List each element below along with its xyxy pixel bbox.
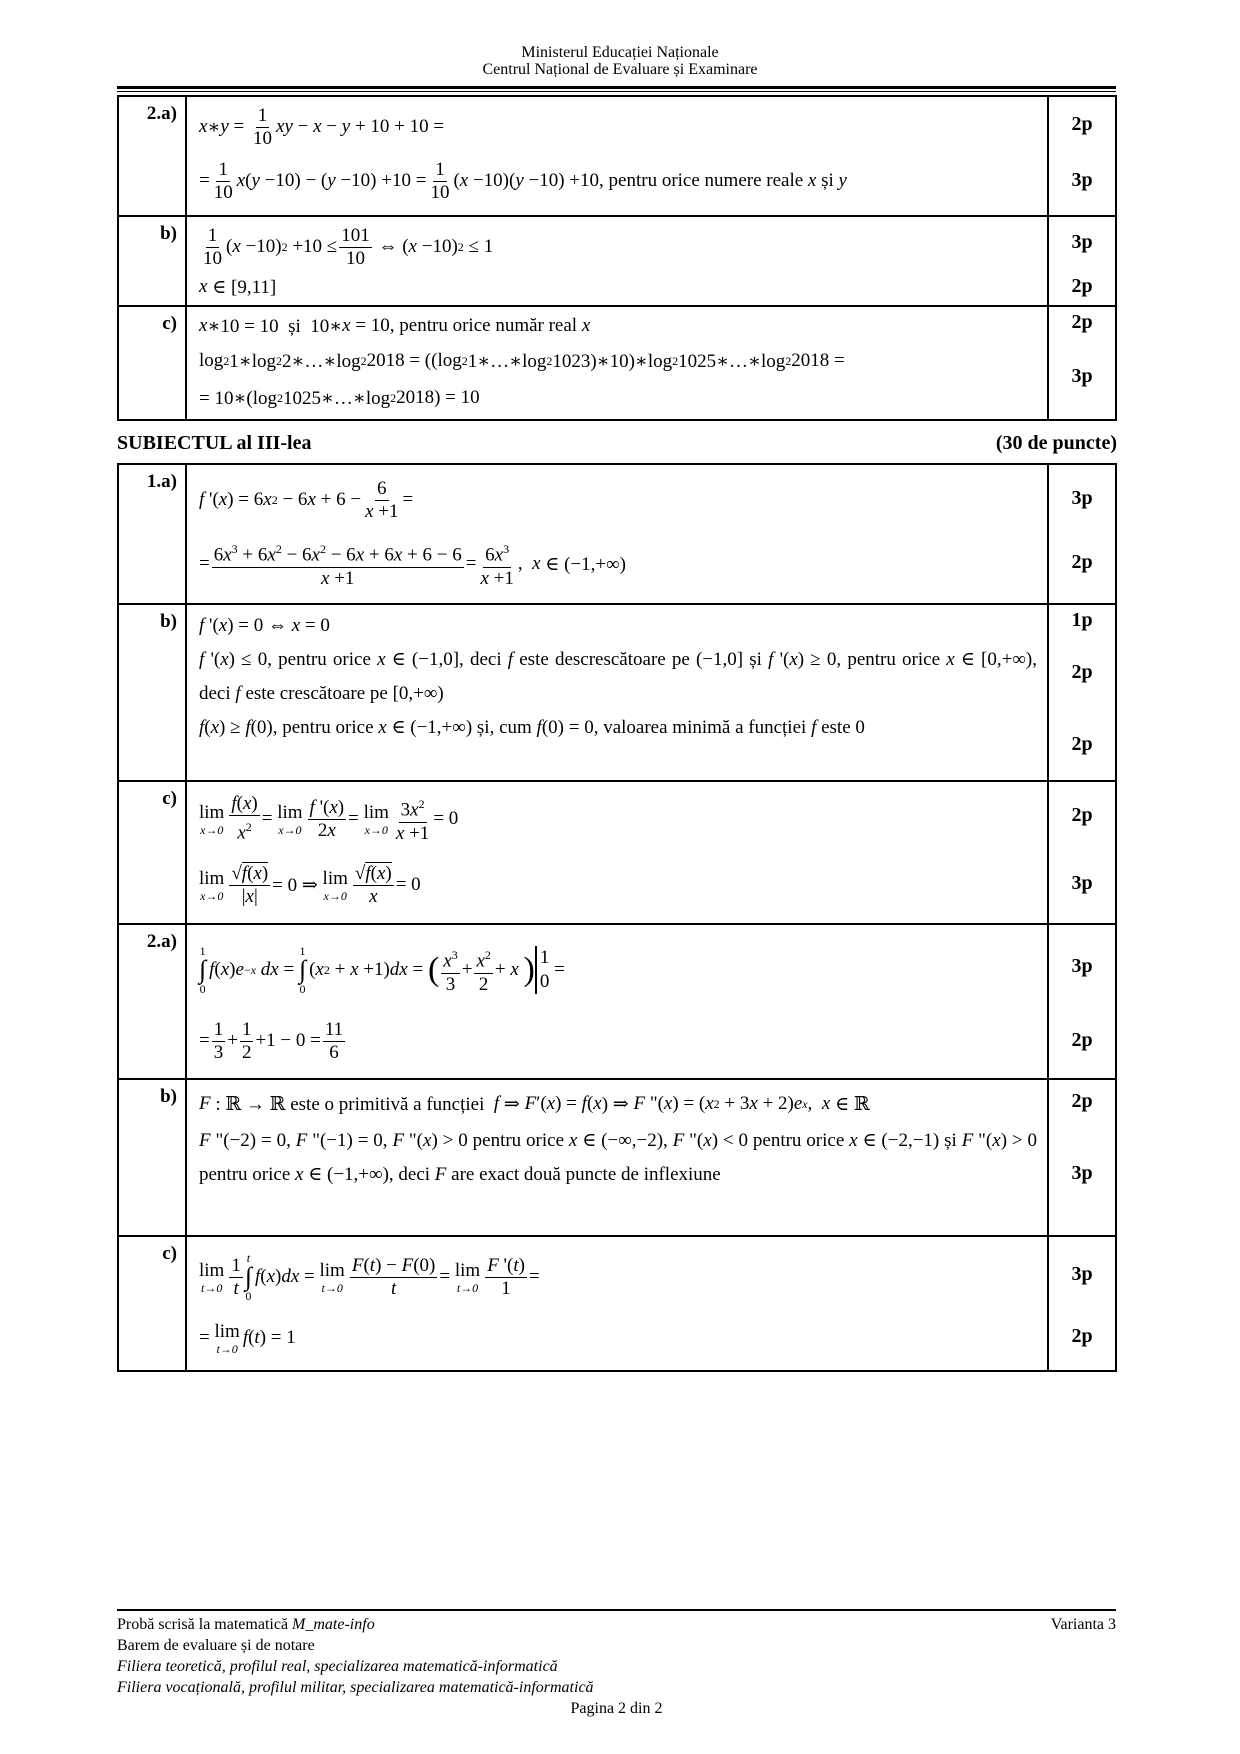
solution-line: x ∗ y = $\frac{1}{10}$ xy − x − y + 10 + 10 = <box>199 104 445 149</box>
solution-line: 1 ∫ 0 f ( x ) e −x dx = 1 ∫ 0 ( x 2 + x +1) dx = ( $\frac{x^3}{3}$ + $\frac{x^2}{2}$ + x ) 1 0 = <box>199 944 565 996</box>
table-row <box>118 464 1116 604</box>
solution-line: f '( x ) = 0 ⇔ x = 0 <box>199 615 330 636</box>
points-value: 2p <box>1071 1090 1093 1112</box>
points-value: 2p <box>1071 733 1093 755</box>
points-value: 3p <box>1071 365 1093 387</box>
item-solution <box>186 1079 1048 1236</box>
grading-table-subject-2 <box>117 95 1117 421</box>
item-solution <box>186 96 1048 216</box>
table-row <box>118 1079 1116 1236</box>
points-value: 2p <box>1071 1029 1093 1051</box>
footer-rule <box>117 1609 1116 1611</box>
item-solution <box>186 924 1048 1079</box>
solution-line: log 2 1∗log 2 2∗…∗log 2 2018 = ((log 2 1∗…∗log 2 1023)∗10)∗log 2 1025∗…∗log 2 2018 = <box>199 350 845 372</box>
table-row <box>118 604 1116 781</box>
points-value: 1p <box>1071 609 1093 631</box>
points-value: 2p <box>1071 113 1093 135</box>
table-row <box>118 216 1116 306</box>
points-cell <box>1048 306 1116 420</box>
document-footer <box>117 1614 1116 1719</box>
header-ministry: Ministerul Educației Naționale <box>521 44 719 61</box>
solution-line: lim x→0 $\frac{f(x)}{x^2}$ = lim x→0 $\frac{f '(x)}{2x}$ = lim x→0 $\frac{3x^2}{x +1}$ = 0 <box>199 793 459 844</box>
solution-line: = $\frac{6x^3 + 6x^2 - 6x^2 - 6x + 6x + 6 - 6}{x +1}$ = $\frac{6x^3}{x +1}$ , x ∈ (−1,+∞) <box>199 531 1037 597</box>
solution-line: F : ℝ → ℝ este o primitivă a funcției f ⇒ F ′( x ) = f ( x ) ⇒ F "( x ) = ( x 2 + 3 x + 2) e x , x ∈ ℝ <box>199 1093 870 1115</box>
exam-code: M_mate-info <box>292 1616 375 1633</box>
points-cell <box>1048 96 1116 216</box>
solution-line: $\frac{1}{10}$ ( x −10) 2 +10 ≤ $\frac{101}{10}$ ⇔ ( x −10) 2 ≤ 1 <box>203 224 494 269</box>
points-value: 2p <box>1071 551 1093 573</box>
footer-line-4: Filiera vocațională, profilul militar, specializarea matematică-informatică <box>117 1679 594 1696</box>
solution-line: f '(x) ≤ 0, pentru orice x ∈ (−1,0], deci f este descrescătoare pe (−1,0] și f '(x) ≥ 0, pentru orice x ∈ [0,+∞), deci f este crescătoare pe [0,+∞) <box>199 649 1037 704</box>
table-row <box>118 96 1116 216</box>
item-label: b) <box>118 1079 186 1236</box>
solution-line: f(x) ≥ f(0), pentru orice x ∈ (−1,+∞) și, cum f(0) = 0, valoarea minimă a funcției f este 0 <box>199 717 865 738</box>
item-label: 2.a) <box>118 96 186 216</box>
points-value: 3p <box>1071 1263 1093 1285</box>
solution-line: lim x→0 $\frac{√f(x)}{|x|}$ = 0 ⇒ lim x→0 $\frac{√f(x)}{x}$ = 0 <box>199 862 421 907</box>
item-label: 2.a) <box>118 924 186 1079</box>
item-solution <box>186 1236 1048 1371</box>
solution-line: x ∈ [9,11] <box>199 276 277 298</box>
grading-table-subject-3 <box>117 463 1117 1372</box>
section-title: SUBIECTUL al III-lea <box>117 432 312 454</box>
footer-line-2: Barem de evaluare și de notare <box>117 1637 315 1654</box>
header-double-rule <box>117 86 1116 92</box>
points-cell <box>1048 1079 1116 1236</box>
points-cell <box>1048 604 1116 781</box>
points-cell <box>1048 464 1116 604</box>
item-label: c) <box>118 306 186 420</box>
item-solution <box>186 216 1048 306</box>
points-value: 2p <box>1071 275 1093 297</box>
points-value: 2p <box>1071 804 1093 826</box>
page-number: Pagina 2 din 2 <box>570 1700 663 1717</box>
item-solution <box>186 464 1048 604</box>
solution-line: = $\frac{1}{10}$ x ( y −10) − ( y −10) +10 = $\frac{1}{10}$ ( x −10)( y −10) +10, pentru orice numere reale x și y <box>199 158 847 203</box>
points-cell <box>1048 216 1116 306</box>
solution-line: = 10∗(log 2 1025∗…∗log 2 2018) = 10 <box>199 387 480 409</box>
points-value: 2p <box>1071 311 1093 333</box>
points-cell <box>1048 924 1116 1079</box>
points-value: 2p <box>1071 661 1093 683</box>
solution-line: F "(−2) = 0, F "(−1) = 0, F "(x) > 0 pentru orice x ∈ (−∞,−2), F "(x) < 0 pentru orice x ∈ (−2,−1) și F "(x) > 0 pentru orice x ∈ (−1,+∞), deci F are exact două puncte de inflexiune <box>199 1130 1038 1185</box>
item-label: b) <box>118 216 186 306</box>
item-solution <box>186 306 1048 420</box>
item-label: c) <box>118 781 186 924</box>
footer-line-3: Filiera teoretică, profilul real, specializarea matematică-informatică <box>117 1658 558 1675</box>
header-center: Centrul Național de Evaluare și Examinare <box>482 61 758 78</box>
item-label: b) <box>118 604 186 781</box>
section-heading <box>117 432 1117 455</box>
table-row <box>118 781 1116 924</box>
footer-line-1 <box>117 1614 1116 1635</box>
document-header <box>0 44 1240 78</box>
points-value: 3p <box>1071 872 1093 894</box>
points-value: 3p <box>1071 1162 1093 1184</box>
points-value: 2p <box>1071 1325 1093 1347</box>
item-solution <box>186 781 1048 924</box>
item-solution <box>186 604 1048 781</box>
variant-label: Varianta 3 <box>1050 1616 1116 1633</box>
solution-line: = $\frac{1}{3}$ + $\frac{1}{2}$ +1 − 0 = $\frac{11}{6}$ <box>199 1018 344 1063</box>
exam-title-text: Probă scrisă la matematică <box>117 1616 293 1633</box>
points-cell <box>1048 781 1116 924</box>
points-value: 3p <box>1071 487 1093 509</box>
exam-title <box>117 1614 375 1635</box>
points-value: 3p <box>1071 955 1093 977</box>
solution-line: f '( x ) = 6 x 2 − 6 x + 6 − $\frac{6}{x +1}$ = <box>199 477 414 522</box>
table-row <box>118 1236 1116 1371</box>
solution-line: lim t→0 $\frac{1}{t}$ t ∫ 0 f ( x ) dx = lim t→0 $\frac{F(t) - F(0)}{t}$ = lim t→0 $\frac{F '(t)}{1}$ = <box>199 1251 540 1303</box>
section-points: (30 de puncte) <box>995 432 1117 454</box>
item-label: 1.a) <box>118 464 186 604</box>
table-row <box>118 306 1116 420</box>
solution-line: = lim t→0 f ( t ) = 1 <box>199 1321 296 1356</box>
solution-line: x ∗10 = 10 și 10∗ x = 10, pentru orice număr real x <box>199 315 591 337</box>
item-label: c) <box>118 1236 186 1371</box>
points-cell <box>1048 1236 1116 1371</box>
table-row <box>118 924 1116 1079</box>
points-value: 3p <box>1071 231 1093 253</box>
points-value: 3p <box>1071 169 1093 191</box>
